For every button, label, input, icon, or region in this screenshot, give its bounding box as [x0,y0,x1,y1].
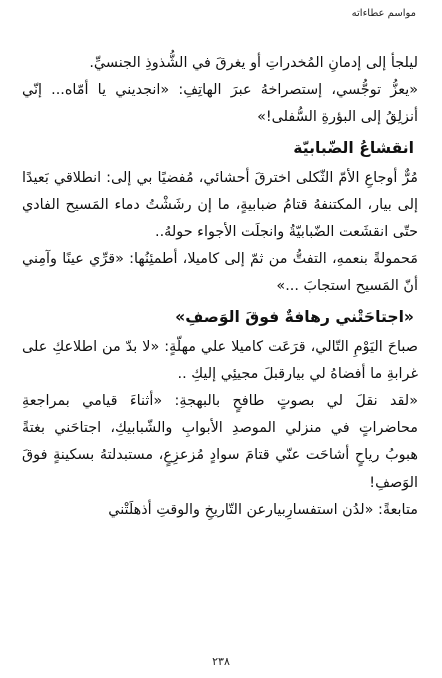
paragraph-2: «يعزُّ توجُّسي، إستصراخهُ عبرَ الهاتِفِ: «انجديني يا أمّاه... إنّي أنزلِقُ إلى البؤرةِ السُّفلى!» [22,82,418,126]
section-heading-2: «اجتاحَتْني رهافةٌ فوقَ الوَصفِ» [175,307,414,326]
paragraph-6: «لقد نقلَ لي بصوتٍ طافحٍ بالبهجةِ: «أثناءَ قيامي بمراجعةِ محاضراتٍ في منزلي الموصدِ الأبوابِ والشّبابيكِ، اجتاحَني بغتةً هبوبُ رياحٍ أشاحَت عنّي قتامَ سوادٍ مُزعزِعٍ، مستبدلتهُ بسكينةٍ فوقَ الوَصفِ! [22,393,418,491]
section-heading-1: انقشاعُ الضّبابيّة [293,138,414,157]
paragraph-1: ليلجأ إلى إدمانِ المُخدراتِ أو يغرقَ في الشُّذوذِ الجنسيِّ. [89,55,418,71]
paragraph-7: متابعةً: «لدُن استفسارِبيارعن التّاريخِ والوقتِ أذهلَتْني [108,501,418,518]
running-header: مواسم عطاءاته [351,8,416,19]
paragraph-5: صباحَ اليَوْمِ التّالي، قرَعَت كاميلا علي مهلّةٍ: «لا بدّ من اطلاعكِ على غرابةِ ما أفضاهُ لي بيارقبلَ مجيئِي إليكِ .. [22,338,418,382]
paragraph-3: مُرٌّ أوجاعِ الأمّ الثّكلى اخترقَ أحشائي، مُفضيًا بي إلى: انطلاقي بَعيدًا إلى بيار، المكتنفهُ قتامُ ضبابيةٍ، ما إن رشَشْتُ دماء المَسيح الفادي حتّى انقشَعت الضّبابيّةُ وانجلَت الأجواء حولهُ.. [22,169,418,241]
paragraph-4: مَحمولةً بنعمهِ، التفتُّ من ثمّ إلى كاميلا، أطمئِنُها: «قرِّي عينًا وآمِني أنّ المَسيح استجابَ ...» [22,251,418,295]
page-body [22,50,418,524]
page-number: ٢٣٨ [212,655,230,668]
